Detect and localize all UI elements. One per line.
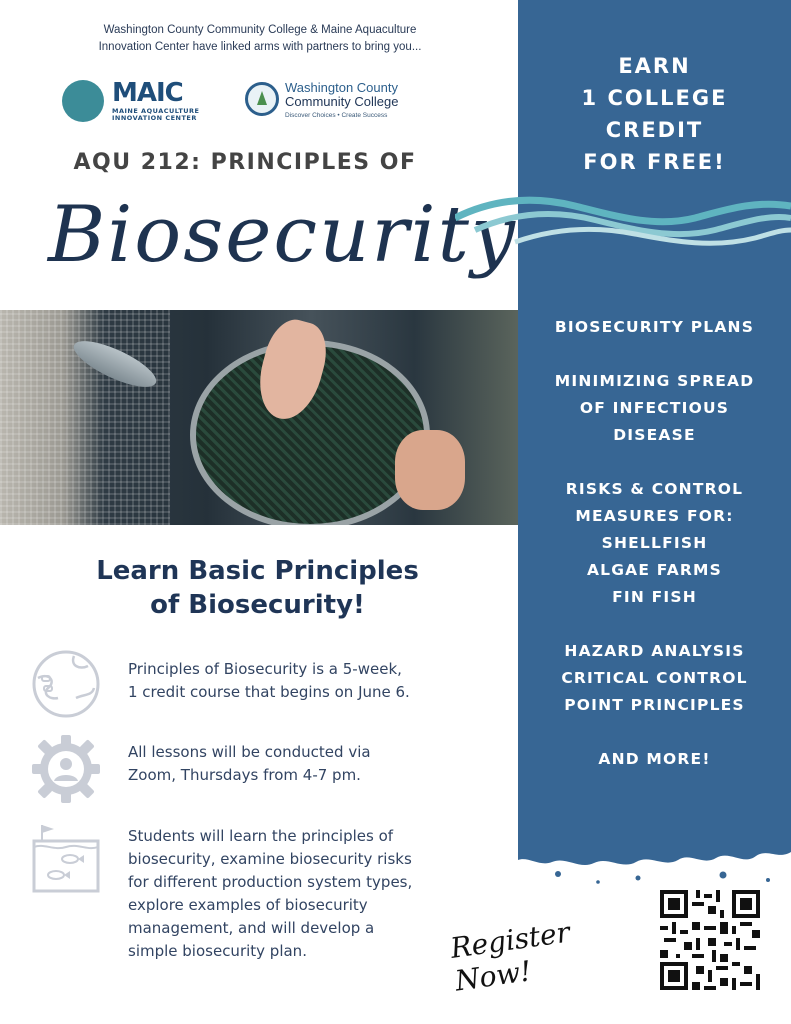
topic-line: BIOSECURITY PLANS bbox=[554, 318, 755, 336]
script-title: Biosecurity bbox=[48, 190, 517, 280]
topic-line: ALGAE FARMS bbox=[586, 561, 723, 579]
panel-splatter-edge bbox=[518, 830, 791, 890]
wccc-logo bbox=[245, 78, 445, 124]
feature-line: Students will learn the principles of bbox=[128, 827, 394, 845]
topics-list bbox=[518, 314, 791, 800]
feature-line: management, and will develop a bbox=[128, 919, 375, 937]
topic-line: DISEASE bbox=[613, 426, 696, 444]
topic-line: RISKS & CONTROL bbox=[565, 480, 744, 498]
course-code: AQU 212: PRINCIPLES OF bbox=[73, 150, 417, 175]
topic-line: AND MORE! bbox=[598, 750, 711, 768]
feature-line: explore examples of biosecurity bbox=[128, 896, 368, 914]
topic-item bbox=[518, 368, 791, 449]
feature-text bbox=[128, 658, 410, 704]
maic-sub-1: MAINE AQUACULTURE bbox=[112, 107, 200, 115]
maic-logo bbox=[62, 78, 212, 122]
wccc-tagline: Discover Choices • Create Success bbox=[285, 112, 388, 119]
free-credit-promo bbox=[518, 50, 791, 178]
wccc-line-2: Community College bbox=[285, 94, 399, 109]
topic-line: OF INFECTIOUS bbox=[579, 399, 730, 417]
wccc-line-1: Washington County bbox=[285, 80, 398, 95]
feature-line: biosecurity, examine biosecurity risks bbox=[128, 850, 412, 868]
feature-text bbox=[128, 825, 412, 963]
wccc-seal-icon bbox=[245, 82, 279, 116]
register-now-label: Register Now! bbox=[448, 915, 572, 998]
maic-sub-2: INNOVATION CENTER bbox=[112, 114, 197, 122]
gear-user-icon bbox=[30, 733, 102, 805]
fish-tank-icon bbox=[30, 825, 102, 897]
fish-net-photo bbox=[0, 310, 518, 525]
topic-item bbox=[518, 638, 791, 719]
feature-line: for different production system types, bbox=[128, 873, 413, 891]
learn-heading bbox=[30, 554, 485, 622]
maic-subtitle bbox=[112, 108, 200, 122]
wave-decoration bbox=[455, 178, 791, 258]
learn-line-2: of Biosecurity! bbox=[150, 590, 365, 620]
feature-line: simple biosecurity plan. bbox=[128, 942, 307, 960]
intro-line-2: Innovation Center have linked arms with partners to bring you... bbox=[98, 41, 422, 53]
topic-line: SHELLFISH bbox=[601, 534, 708, 552]
maine-globe-icon bbox=[62, 80, 104, 122]
feature-line: Principles of Biosecurity is a 5-week, bbox=[128, 660, 402, 678]
promo-line: 1 COLLEGE bbox=[581, 86, 728, 110]
photo-hand-2 bbox=[395, 430, 465, 510]
topic-line: CRITICAL CONTROL bbox=[561, 669, 748, 687]
topic-item bbox=[518, 314, 791, 341]
promo-line: CREDIT bbox=[605, 118, 704, 142]
promo-line: FOR FREE! bbox=[583, 150, 726, 174]
topic-item bbox=[518, 746, 791, 773]
promo-line: EARN bbox=[618, 54, 691, 78]
topic-line: MINIMIZING SPREAD bbox=[554, 372, 755, 390]
intro-line-1: Washington County Community College & Maine Aquaculture bbox=[103, 24, 417, 36]
feature-line: Zoom, Thursdays from 4-7 pm. bbox=[128, 766, 361, 784]
topic-line: MEASURES FOR: bbox=[575, 507, 734, 525]
feature-line: 1 credit course that begins on June 6. bbox=[128, 683, 410, 701]
globe-icon bbox=[30, 648, 102, 720]
learn-line-1: Learn Basic Principles bbox=[96, 556, 419, 586]
topic-line: HAZARD ANALYSIS bbox=[564, 642, 745, 660]
topic-line: FIN FISH bbox=[612, 588, 697, 606]
maic-wordmark: MAIC bbox=[112, 78, 183, 108]
topic-item bbox=[518, 476, 791, 611]
topic-line: POINT PRINCIPLES bbox=[564, 696, 745, 714]
feature-text bbox=[128, 741, 371, 787]
feature-line: All lessons will be conducted via bbox=[128, 743, 371, 761]
intro-text bbox=[40, 22, 480, 56]
registration-qr-code[interactable] bbox=[660, 890, 760, 990]
